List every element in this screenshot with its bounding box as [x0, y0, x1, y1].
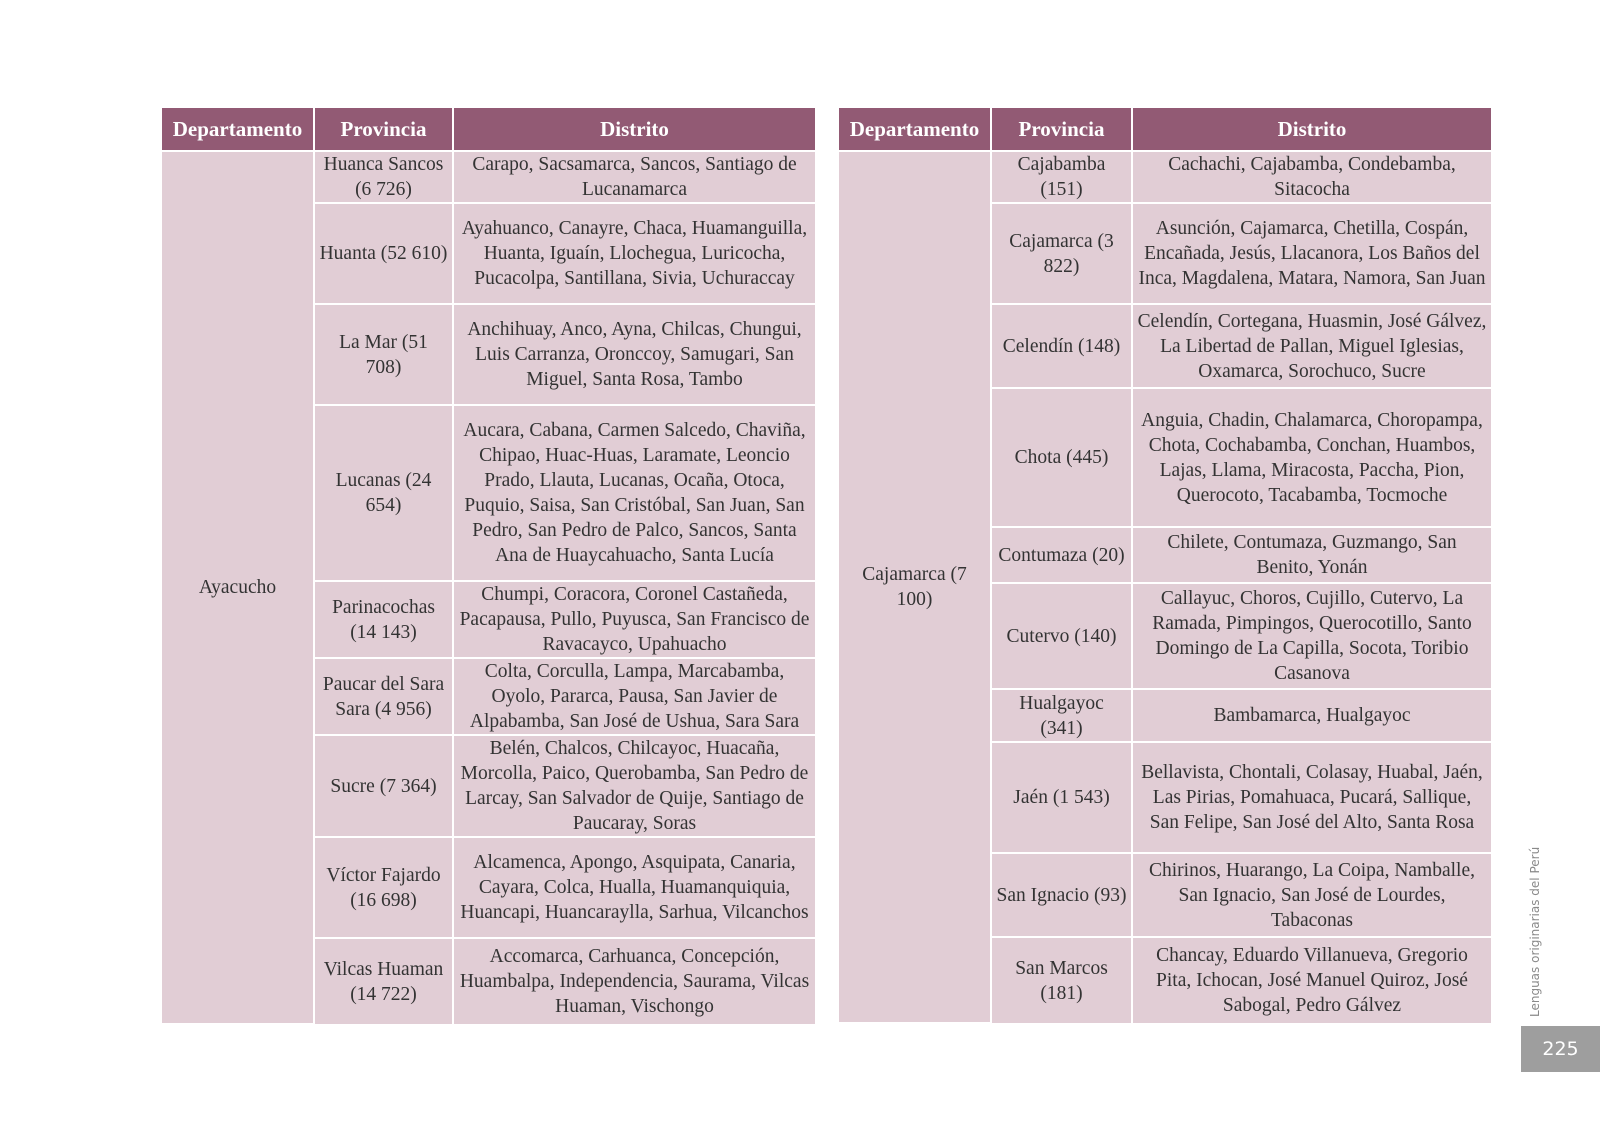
distrito-cell: Aucara, Cabana, Carmen Salcedo, Chaviña, Chipao, Huac-Huas, Laramate, Leoncio Prado, Llauta, Lucanas, Ocaña, Otoca, Puquio, Saisa, San Cristóbal, San Juan, San Pedro, San Pedro de Palco, Sancos, Santa Ana de Huaycahuacho, Santa Lucía: [453, 405, 815, 581]
header-row: [839, 108, 1491, 151]
distrito-cell: Celendín, Cortegana, Huasmin, José Gálvez, La Libertad de Pallan, Miguel Iglesias, Oxamarca, Sorochuco, Sucre: [1132, 304, 1491, 388]
provincia-cell: Parinacochas (14 143): [314, 581, 453, 658]
header-departamento: Departamento: [839, 108, 991, 151]
provincia-cell: Hualgayoc (341): [991, 689, 1132, 742]
distrito-cell: Chilete, Contumaza, Guzmango, San Benito, Yonán: [1132, 527, 1491, 583]
book-title-side-label: Lenguas originarias del Perú: [1528, 846, 1542, 1017]
provincia-cell: Cajabamba (151): [991, 151, 1132, 203]
distrito-cell: Chumpi, Coracora, Coronel Castañeda, Pacapausa, Pullo, Puyusca, San Francisco de Ravacayco, Upahuacho: [453, 581, 815, 658]
ayacucho-table: [162, 108, 815, 1025]
provincia-cell: Jaén (1 543): [991, 742, 1132, 853]
distrito-cell: Accomarca, Carhuanca, Concepción, Huambalpa, Independencia, Saurama, Vilcas Huaman, Vischongo: [453, 938, 815, 1024]
distrito-cell: Chirinos, Huarango, La Coipa, Namballe, San Ignacio, San José de Lourdes, Tabaconas: [1132, 853, 1491, 937]
distrito-cell: Alcamenca, Apongo, Asquipata, Canaria, Cayara, Colca, Hualla, Huamanquiquia, Huancapi, Huancaraylla, Sarhua, Vilcanchos: [453, 837, 815, 938]
cajamarca-table: [839, 108, 1491, 1024]
provincia-cell: Lucanas (24 654): [314, 405, 453, 581]
header-departamento: Departamento: [162, 108, 314, 151]
provincia-cell: Huanta (52 610): [314, 203, 453, 304]
header-distrito: Distrito: [1132, 108, 1491, 151]
provincia-cell: Huanca Sancos (6 726): [314, 151, 453, 203]
department-cell: Cajamarca (7 100): [839, 151, 991, 1023]
provincia-cell: Chota (445): [991, 388, 1132, 527]
distrito-cell: Cachachi, Cajabamba, Condebamba, Sitacocha: [1132, 151, 1491, 203]
distrito-cell: Chancay, Eduardo Villanueva, Gregorio Pita, Ichocan, José Manuel Quiroz, José Sabogal, Pedro Gálvez: [1132, 937, 1491, 1023]
distrito-cell: Asunción, Cajamarca, Chetilla, Cospán, Encañada, Jesús, Llacanora, Los Baños del Inca, Magdalena, Matara, Namora, San Juan: [1132, 203, 1491, 304]
distrito-cell: Anguia, Chadin, Chalamarca, Choropampa, Chota, Cochabamba, Conchan, Huambos, Lajas, Llama, Miracosta, Paccha, Pion, Querocoto, Tacabamba, Tocmoche: [1132, 388, 1491, 527]
provincia-cell: San Marcos (181): [991, 937, 1132, 1023]
distrito-cell: Ayahuanco, Canayre, Chaca, Huamanguilla, Huanta, Iguaín, Llochegua, Luricocha, Pucacolpa, Santillana, Sivia, Uchuraccay: [453, 203, 815, 304]
provincia-cell: La Mar (51 708): [314, 304, 453, 405]
provincia-cell: Víctor Fajardo (16 698): [314, 837, 453, 938]
provincia-cell: Vilcas Huaman (14 722): [314, 938, 453, 1024]
provincia-cell: Sucre (7 364): [314, 735, 453, 837]
header-row: [162, 108, 815, 151]
distrito-cell: Carapo, Sacsamarca, Sancos, Santiago de Lucanamarca: [453, 151, 815, 203]
header-provincia: Provincia: [314, 108, 453, 151]
header-distrito: Distrito: [453, 108, 815, 151]
department-cell: Ayacucho: [162, 151, 314, 1024]
distrito-cell: Colta, Corculla, Lampa, Marcabamba, Oyolo, Pararca, Pausa, San Javier de Alpabamba, San José de Ushua, Sara Sara: [453, 658, 815, 735]
distrito-cell: Belén, Chalcos, Chilcayoc, Huacaña, Morcolla, Paico, Querobamba, San Pedro de Larcay, San Salvador de Quije, Santiago de Paucaray, Soras: [453, 735, 815, 837]
distrito-cell: Callayuc, Choros, Cujillo, Cutervo, La Ramada, Pimpingos, Querocotillo, Santo Domingo de La Capilla, Socota, Toribio Casanova: [1132, 583, 1491, 689]
provincia-cell: San Ignacio (93): [991, 853, 1132, 937]
provincia-cell: Contumaza (20): [991, 527, 1132, 583]
distrito-cell: Anchihuay, Anco, Ayna, Chilcas, Chungui, Luis Carranza, Oronccoy, Samugari, San Miguel, Santa Rosa, Tambo: [453, 304, 815, 405]
header-provincia: Provincia: [991, 108, 1132, 151]
provincia-cell: Cajamarca (3 822): [991, 203, 1132, 304]
page-number: 225: [1521, 1026, 1600, 1072]
distrito-cell: Bambamarca, Hualgayoc: [1132, 689, 1491, 742]
table-row: [839, 151, 1491, 203]
provincia-cell: Paucar del Sara Sara (4 956): [314, 658, 453, 735]
distrito-cell: Bellavista, Chontali, Colasay, Huabal, Jaén, Las Pirias, Pomahuaca, Pucará, Sallique, San Felipe, San José del Alto, Santa Rosa: [1132, 742, 1491, 853]
provincia-cell: Cutervo (140): [991, 583, 1132, 689]
table-row: [162, 151, 815, 203]
provincia-cell: Celendín (148): [991, 304, 1132, 388]
